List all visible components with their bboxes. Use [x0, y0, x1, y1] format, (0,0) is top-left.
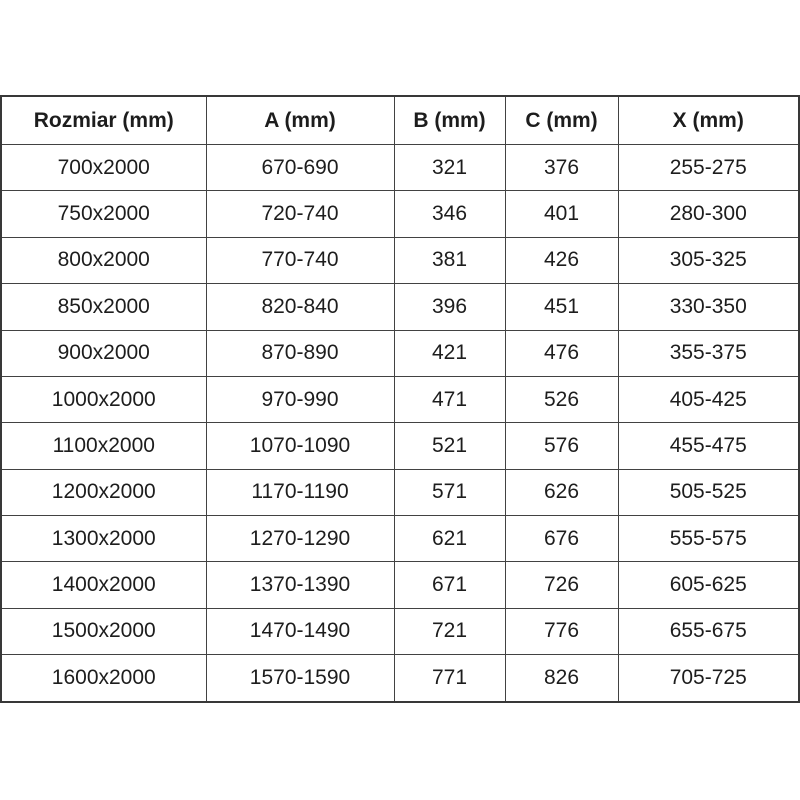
- column-header-c: C (mm): [505, 96, 618, 145]
- table-cell: 1170-1190: [206, 469, 394, 515]
- table-cell: 421: [394, 330, 505, 376]
- column-header-b: B (mm): [394, 96, 505, 145]
- table-row: [1, 237, 799, 283]
- table-row: [1, 191, 799, 237]
- table-cell: 1300x2000: [1, 516, 206, 562]
- table-cell: 1070-1090: [206, 423, 394, 469]
- table-cell: 555-575: [618, 516, 799, 562]
- table-cell: 455-475: [618, 423, 799, 469]
- table-cell: 305-325: [618, 237, 799, 283]
- table-cell: 1500x2000: [1, 608, 206, 654]
- table-cell: 750x2000: [1, 191, 206, 237]
- table-row: [1, 376, 799, 422]
- table-cell: 970-990: [206, 376, 394, 422]
- table-cell: 1470-1490: [206, 608, 394, 654]
- table-row: [1, 145, 799, 191]
- table-cell: 1600x2000: [1, 655, 206, 702]
- table-cell: 1200x2000: [1, 469, 206, 515]
- table-row: [1, 516, 799, 562]
- table-cell: 626: [505, 469, 618, 515]
- table-cell: 720-740: [206, 191, 394, 237]
- table-cell: 1570-1590: [206, 655, 394, 702]
- table-cell: 381: [394, 237, 505, 283]
- table-cell: 776: [505, 608, 618, 654]
- table-cell: 401: [505, 191, 618, 237]
- table-cell: 451: [505, 284, 618, 330]
- table-cell: 705-725: [618, 655, 799, 702]
- table-cell: 576: [505, 423, 618, 469]
- size-table: [0, 95, 800, 703]
- table-cell: 471: [394, 376, 505, 422]
- table-cell: 280-300: [618, 191, 799, 237]
- table-cell: 800x2000: [1, 237, 206, 283]
- column-header-a: A (mm): [206, 96, 394, 145]
- table-cell: 671: [394, 562, 505, 608]
- table-cell: 676: [505, 516, 618, 562]
- table-cell: 1270-1290: [206, 516, 394, 562]
- table-cell: 1000x2000: [1, 376, 206, 422]
- table-cell: 1100x2000: [1, 423, 206, 469]
- column-header-x: X (mm): [618, 96, 799, 145]
- table-row: [1, 655, 799, 702]
- table-cell: 621: [394, 516, 505, 562]
- table-cell: 820-840: [206, 284, 394, 330]
- table-row: [1, 608, 799, 654]
- table-cell: 426: [505, 237, 618, 283]
- table-cell: 700x2000: [1, 145, 206, 191]
- table-cell: 900x2000: [1, 330, 206, 376]
- table-cell: 721: [394, 608, 505, 654]
- table-row: [1, 469, 799, 515]
- table-cell: 321: [394, 145, 505, 191]
- table-cell: 670-690: [206, 145, 394, 191]
- table-cell: 770-740: [206, 237, 394, 283]
- table-cell: 826: [505, 655, 618, 702]
- size-table-header: [1, 96, 799, 145]
- table-cell: 870-890: [206, 330, 394, 376]
- size-table-body: [1, 145, 799, 703]
- table-cell: 376: [505, 145, 618, 191]
- table-cell: 655-675: [618, 608, 799, 654]
- header-row: [1, 96, 799, 145]
- table-cell: 405-425: [618, 376, 799, 422]
- table-cell: 346: [394, 191, 505, 237]
- table-cell: 396: [394, 284, 505, 330]
- table-cell: 571: [394, 469, 505, 515]
- table-row: [1, 284, 799, 330]
- table-cell: 850x2000: [1, 284, 206, 330]
- table-cell: 1370-1390: [206, 562, 394, 608]
- table-cell: 526: [505, 376, 618, 422]
- table-cell: 330-350: [618, 284, 799, 330]
- table-cell: 255-275: [618, 145, 799, 191]
- table-row: [1, 330, 799, 376]
- table-cell: 355-375: [618, 330, 799, 376]
- table-row: [1, 562, 799, 608]
- table-cell: 505-525: [618, 469, 799, 515]
- table-cell: 521: [394, 423, 505, 469]
- table-cell: 476: [505, 330, 618, 376]
- table-cell: 605-625: [618, 562, 799, 608]
- table-cell: 1400x2000: [1, 562, 206, 608]
- table-cell: 771: [394, 655, 505, 702]
- table-row: [1, 423, 799, 469]
- table-cell: 726: [505, 562, 618, 608]
- column-header-rozmiar: Rozmiar (mm): [1, 96, 206, 145]
